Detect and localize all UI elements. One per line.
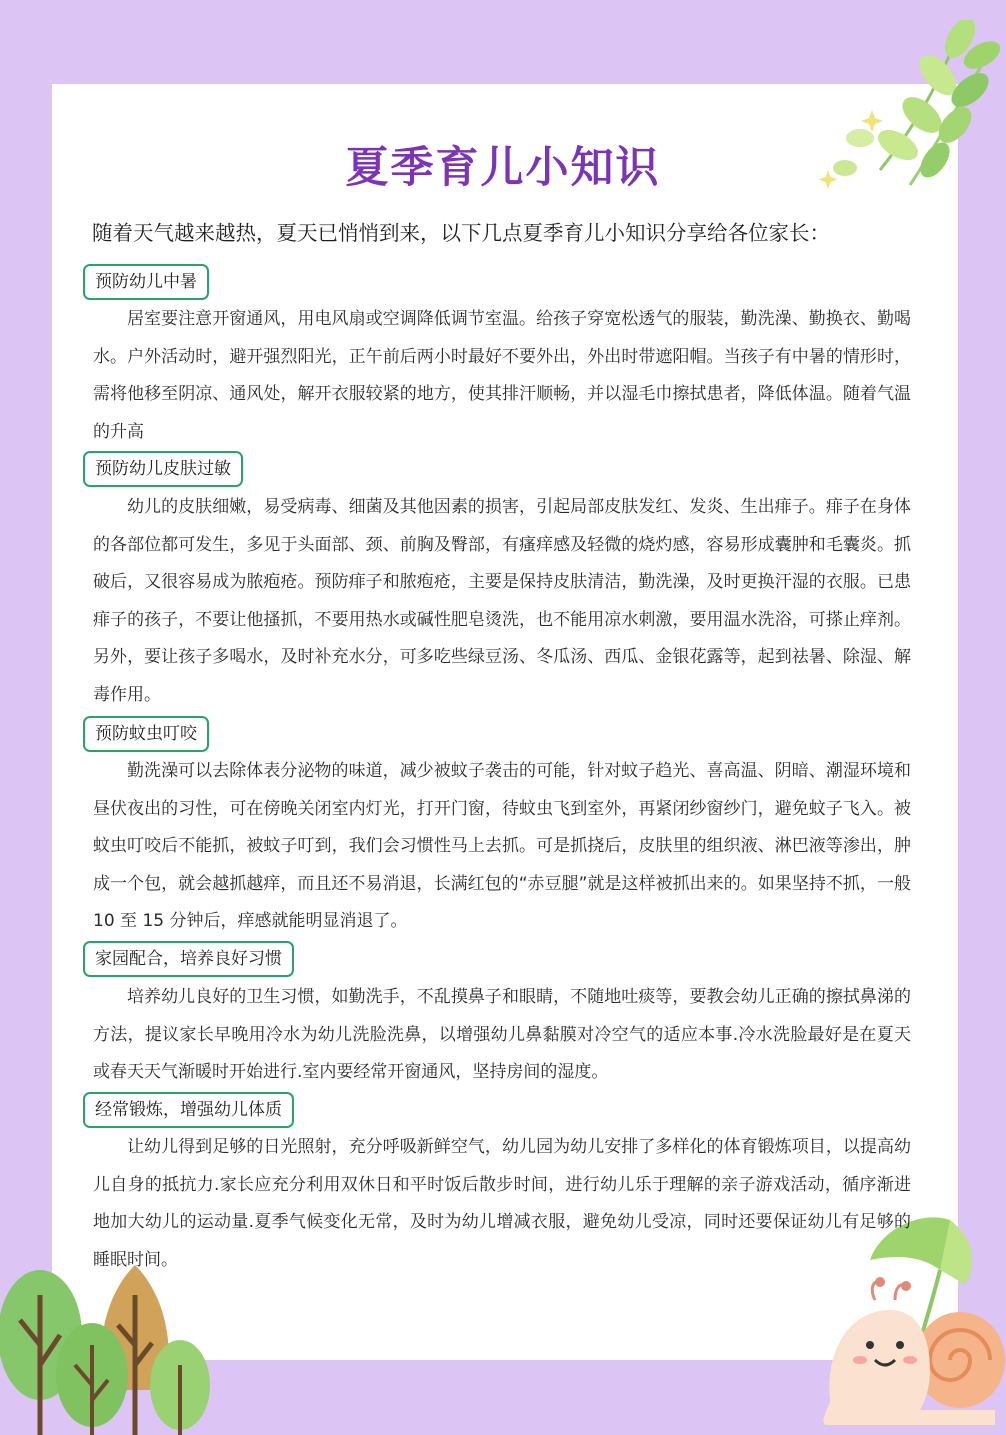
trees-decoration-icon <box>0 1255 230 1435</box>
section-body-habits: 培养幼儿良好的卫生习惯，如勤洗手，不乱摸鼻子和眼睛，不随地吐痰等，要教会幼儿正确的擦拭鼻涕的方法，提议家长早晚用冷水为幼儿洗脸洗鼻，以增强幼儿鼻黏膜对冷空气的适应本事.冷水洗脸最好是在夏天或春天天气渐暖时开始进行.室内要经常开窗通风，坚持房间的湿度。 <box>93 987 911 1082</box>
section-heading-heatstroke: 预防幼儿中暑 <box>83 264 209 300</box>
section-heading-habits: 家园配合，培养良好习惯 <box>83 941 294 977</box>
section-body-mosquito: 勤洗澡可以去除体表分泌物的味道，减少被蚊子袭击的可能，针对蚊子趋光、喜高温、阴暗、潮湿环境和昼伏夜出的习性，可在傍晚关闭室内灯光，打开门窗，待蚊虫飞到室外，再紧闭纱窗纱门，避免蚊子飞入。被蚊虫叮咬后不能抓，被蚊子叮到，我们会习惯性马上去抓。可是抓挠后，皮肤里的组织液、淋巴液等渗出，肿成一个包，就会越抓越痒，而且还不易消退，长满红包的“赤豆腿”就是这样被抓出来的。如果坚持不抓，一般 10 至 15 分钟后，痒感就能明显消退了。 <box>93 761 911 931</box>
section-body-skin-allergy: 幼儿的皮肤细嫩，易受病毒、细菌及其他因素的损害，引起局部皮肤发红、发炎、生出痱子。痱子在身体的各部位都可发生，多见于头面部、颈、前胸及臀部，有瘙痒感及轻微的烧灼感，容易形成囊肿和毛囊炎。抓破后，又很容易成为脓疱疮。预防痱子和脓疱疮，主要是保持皮肤清洁，勤洗澡，及时更换汗湿的衣服。已患痱子的孩子，不要让他搔抓，不要用热水或碱性肥皂烫洗，也不能用凉水刺激，要用温水洗浴，可搽止痒剂。另外，要让孩子多喝水，及时补充水分，可多吃些绿豆汤、冬瓜汤、西瓜、金银花露等，起到祛暑、除湿、解毒作用。 <box>93 497 911 705</box>
section-heading-exercise: 经常锻炼，增强幼儿体质 <box>83 1092 294 1128</box>
section-body-heatstroke: 居室要注意开窗通风，用电风扇或空调降低调节室温。给孩子穿宽松透气的服装，勤洗澡、勤换衣、勤喝水。户外活动时，避开强烈阳光，正午前后两小时最好不要外出，外出时带遮阳帽。当孩子有中暑的情形时，需将他移至阴凉、通风处，解开衣服较紧的地方，使其排汗顺畅，并以湿毛巾擦拭患者，降低体温。随着气温的升高 <box>93 309 911 442</box>
section-heading-mosquito: 预防蚊虫叮咬 <box>83 716 209 752</box>
page-title: 夏季育儿小知识 <box>345 143 661 193</box>
intro-text: 随着天气越来越热，夏天已悄悄到来，以下几点夏季育儿小知识分享给各位家长： <box>92 221 830 245</box>
section-heading-skin-allergy: 预防幼儿皮肤过敏 <box>83 451 243 487</box>
section-body-exercise: 让幼儿得到足够的日光照射，充分呼吸新鲜空气，幼儿园为幼儿安排了多样化的体育锻炼项目，以提高幼儿自身的抵抗力.家长应充分利用双休日和平时饭后散步时间，进行幼儿乐于理解的亲子游戏活动，循序渐进地加大幼儿的运动量.夏季气候变化无常，及时为幼儿增减衣服，避免幼儿受凉，同时还要保证幼儿有足够的睡眠时间。 <box>93 1137 911 1270</box>
